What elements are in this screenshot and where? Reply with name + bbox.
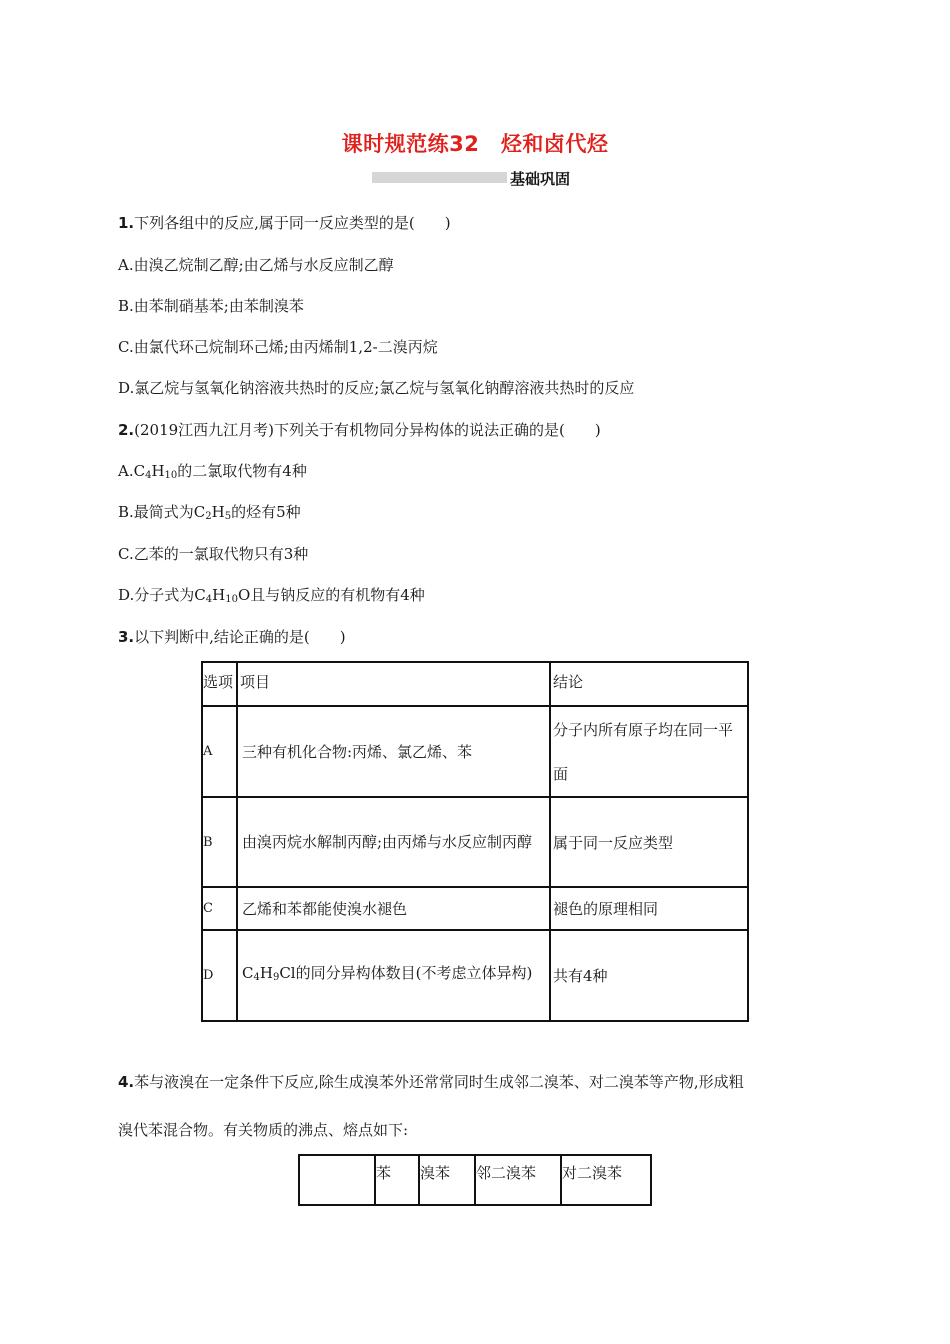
q2-option-d: D.分子式为$C_4H_{10}O$且与钠反应的有机物有4种 xyxy=(118,586,425,605)
table-row xyxy=(202,797,748,887)
table-header-row xyxy=(299,1155,651,1205)
section-divider-bar xyxy=(372,172,507,183)
table-row xyxy=(202,887,748,930)
header-item: 项目 xyxy=(237,662,550,706)
question-text: 以下判断中,结论正确的是( ) xyxy=(134,628,346,646)
row-item: 乙烯和苯都能使溴水褪色 xyxy=(237,887,550,930)
question-text: 下列各组中的反应,属于同一反应类型的是( ) xyxy=(134,214,451,232)
row-conclusion: 分子内所有原子均在同一平面 xyxy=(550,706,748,797)
q3-table xyxy=(201,661,749,1022)
question-2-stem xyxy=(118,419,601,440)
row-item: $C_4H_9Cl$的同分异构体数目(不考虑立体异构) xyxy=(237,930,550,1021)
q1-option-a: A.由溴乙烷制乙醇;由乙烯与水反应制乙醇 xyxy=(118,256,394,274)
row-option: D xyxy=(202,930,237,1021)
row-item: 三种有机化合物:丙烯、氯乙烯、苯 xyxy=(237,706,550,797)
header-option: 选项 xyxy=(202,662,237,706)
header-conclusion: 结论 xyxy=(550,662,748,706)
header-p-dibromobenzene: 对二溴苯 xyxy=(561,1155,651,1205)
question-4-stem-line-1 xyxy=(118,1071,744,1092)
question-3-stem xyxy=(118,626,346,647)
row-conclusion: 褪色的原理相同 xyxy=(550,887,748,930)
table-header-row xyxy=(202,662,748,706)
question-number: 1. xyxy=(118,214,135,232)
q2-option-b: B.最简式为$C_2H_5$的烃有5种 xyxy=(118,503,301,522)
question-1-stem xyxy=(118,212,451,233)
q4-table xyxy=(298,1154,652,1206)
q2-option-a: $A.C_4H_{10}$的二氯取代物有4种 xyxy=(118,462,307,481)
q1-option-b: B.由苯制硝基苯;由苯制溴苯 xyxy=(118,297,304,315)
row-item: 由溴丙烷水解制丙醇;由丙烯与水反应制丙醇 xyxy=(237,797,550,887)
question-text: (2019江西九江月考)下列关于有机物同分异构体的说法正确的是( ) xyxy=(134,421,601,439)
question-number: 2. xyxy=(118,421,135,439)
row-conclusion: 共有4种 xyxy=(550,930,748,1021)
question-number: 3. xyxy=(118,628,135,646)
q1-option-c: C.由氯代环己烷制环己烯;由丙烯制1,2-二溴丙烷 xyxy=(118,338,438,356)
header-benzene: 苯 xyxy=(375,1155,419,1205)
page-title: 课时规范练32 烃和卤代烃 xyxy=(341,132,609,156)
q2-option-c: C.乙苯的一氯取代物只有3种 xyxy=(118,545,309,563)
question-text: 苯与液溴在一定条件下反应,除生成溴苯外还常常同时生成邻二溴苯、对二溴苯等产物,形成粗 xyxy=(134,1073,744,1091)
table-row xyxy=(202,706,748,797)
question-4-stem-line-2: 溴代苯混合物。有关物质的沸点、熔点如下: xyxy=(118,1121,409,1139)
question-number: 4. xyxy=(118,1073,135,1091)
row-conclusion: 属于同一反应类型 xyxy=(550,797,748,887)
row-option: A xyxy=(202,706,237,797)
section-label: 基础巩固 xyxy=(510,170,571,188)
header-bromobenzene: 溴苯 xyxy=(419,1155,475,1205)
header-blank xyxy=(299,1155,375,1205)
q1-option-d: D.氯乙烷与氢氧化钠溶液共热时的反应;氯乙烷与氢氧化钠醇溶液共热时的反应 xyxy=(118,379,635,397)
row-option: B xyxy=(202,797,237,887)
table-row xyxy=(202,930,748,1021)
header-o-dibromobenzene: 邻二溴苯 xyxy=(475,1155,561,1205)
row-option: C xyxy=(202,887,237,930)
